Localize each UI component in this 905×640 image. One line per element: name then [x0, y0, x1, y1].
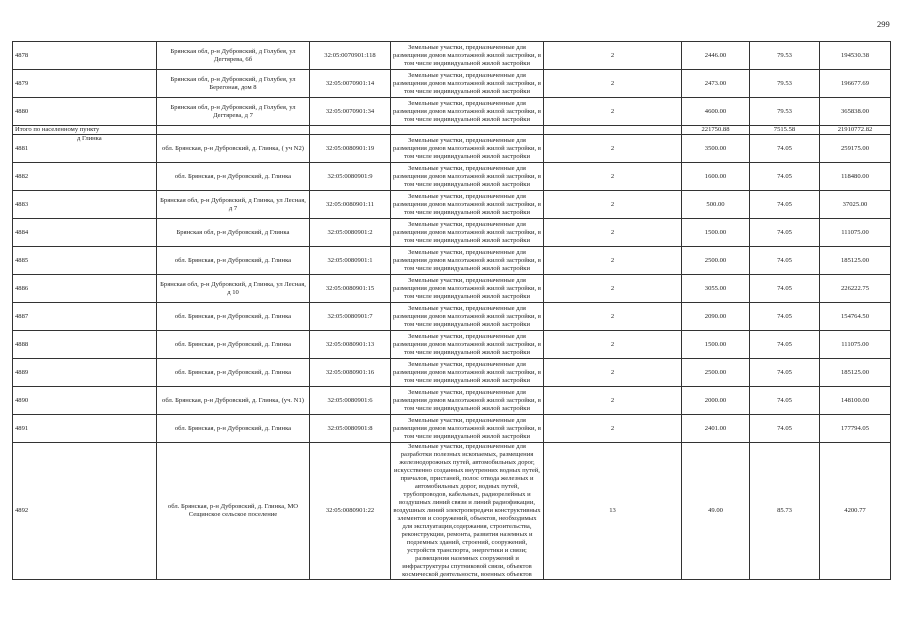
record-number-cell: 4884	[13, 219, 157, 247]
address-cell: обл. Брянская, р-н Дубровский, д. Глинка	[157, 331, 310, 359]
area-cell: 3500.00	[682, 135, 750, 163]
record-number-cell: 4889	[13, 359, 157, 387]
area-cell: 1500.00	[682, 219, 750, 247]
category-cell: 2	[544, 191, 682, 219]
empty-cell	[310, 126, 391, 135]
area-cell: 500.00	[682, 191, 750, 219]
page-number: 299	[877, 19, 890, 29]
cadastral-number-cell: 32:05:0080901:15	[310, 275, 391, 303]
table-row	[13, 219, 891, 247]
table-row	[13, 247, 891, 275]
table-row	[13, 303, 891, 331]
table-row	[13, 275, 891, 303]
table-row	[13, 331, 891, 359]
land-use-cell: Земельные участки, предназначенные для размещения домов малоэтажной жилой застройки, в том числе индивидуальной жилой застройки	[391, 98, 544, 126]
land-use-cell: Земельные участки, предназначенные для размещения домов малоэтажной жилой застройки, в том числе индивидуальной жилой застройки	[391, 191, 544, 219]
address-cell: Брянская обл, р-н Дубровский, д Голубея, ул Берегоная, дом 8	[157, 70, 310, 98]
cadastral-number-cell: 32:05:0080901:7	[310, 303, 391, 331]
rate-cell: 74.05	[750, 163, 820, 191]
cadastral-number-cell: 32:05:0080901:6	[310, 387, 391, 415]
address-cell: Брянская обл, р-н Дубровский, д Голубея, ул Дегтярева, д 7	[157, 98, 310, 126]
value-cell: 194530.38	[820, 42, 891, 70]
record-number-cell: 4887	[13, 303, 157, 331]
subtotal-rate: 7515.58	[750, 126, 820, 135]
record-number-cell: 4890	[13, 387, 157, 415]
cadastral-number-cell: 32:05:0080901:11	[310, 191, 391, 219]
value-cell: 118480.00	[820, 163, 891, 191]
rate-cell: 79.53	[750, 42, 820, 70]
value-cell: 111075.00	[820, 331, 891, 359]
table-row	[13, 42, 891, 70]
area-cell: 2401.00	[682, 415, 750, 443]
value-cell: 177794.05	[820, 415, 891, 443]
cadastral-number-cell: 32:05:0080901:9	[310, 163, 391, 191]
category-cell: 2	[544, 359, 682, 387]
record-number-cell: 4885	[13, 247, 157, 275]
rate-cell: 74.05	[750, 331, 820, 359]
table-row	[13, 443, 891, 580]
address-cell: обл. Брянская, р-н Дубровский, д. Глинка	[157, 359, 310, 387]
value-cell: 365838.00	[820, 98, 891, 126]
rate-cell: 79.53	[750, 70, 820, 98]
empty-cell	[157, 126, 310, 135]
value-cell: 259175.00	[820, 135, 891, 163]
category-cell: 2	[544, 387, 682, 415]
category-cell: 2	[544, 331, 682, 359]
cadastral-number-cell: 32:05:0080901:8	[310, 415, 391, 443]
value-cell: 226222.75	[820, 275, 891, 303]
land-use-cell: Земельные участки, предназначенные для размещения домов малоэтажной жилой застройки, в том числе индивидуальной жилой застройки	[391, 163, 544, 191]
land-use-cell: Земельные участки, предназначенные для размещения домов малоэтажной жилой застройки, в том числе индивидуальной жилой застройки	[391, 387, 544, 415]
table-row	[13, 135, 891, 163]
record-number-cell	[13, 135, 157, 163]
value-cell: 37025.00	[820, 191, 891, 219]
cadastral-number-cell: 32:05:0070901:118	[310, 42, 391, 70]
area-cell: 49.00	[682, 443, 750, 580]
record-number-cell: 4878	[13, 42, 157, 70]
subtotal-label: Итого по населенному пункту	[13, 126, 157, 135]
address-cell: обл. Брянская, р-н Дубровский, д. Глинка, (уч. N1)	[157, 387, 310, 415]
address-cell: Брянская обл, р-н Дубровский, д Глинка	[157, 219, 310, 247]
area-cell: 2500.00	[682, 359, 750, 387]
subtotal-row	[13, 126, 891, 135]
category-cell: 2	[544, 219, 682, 247]
value-cell: 185125.00	[820, 247, 891, 275]
address-cell: обл. Брянская, р-н Дубровский, д. Глинка	[157, 415, 310, 443]
cadastral-number-cell: 32:05:0080901:19	[310, 135, 391, 163]
rate-cell: 74.05	[750, 303, 820, 331]
area-cell: 2446.00	[682, 42, 750, 70]
empty-cell	[544, 126, 682, 135]
land-use-cell: Земельные участки, предназначенные для размещения домов малоэтажной жилой застройки, в том числе индивидуальной жилой застройки	[391, 415, 544, 443]
cadastral-number-cell: 32:05:0080901:13	[310, 331, 391, 359]
rate-cell: 74.05	[750, 387, 820, 415]
cadastral-value-table	[12, 41, 891, 580]
record-number-cell: 4891	[13, 415, 157, 443]
subtotal-area: 221750.88	[682, 126, 750, 135]
value-cell: 196677.69	[820, 70, 891, 98]
category-cell: 2	[544, 275, 682, 303]
record-number-cell: 4886	[13, 275, 157, 303]
land-use-cell: Земельные участки, предназначенные для размещения домов малоэтажной жилой застройки, в том числе индивидуальной жилой застройки	[391, 275, 544, 303]
address-cell: Брянская обл, р-н Дубровский, д Голубея, ул Дегтярева, 6б	[157, 42, 310, 70]
cadastral-number-cell: 32:05:0070901:34	[310, 98, 391, 126]
category-cell: 2	[544, 163, 682, 191]
land-use-cell: Земельные участки, предназначенные для разработки полезных ископаемых, размещения железнодорожных путей, автомобильных дорог, искусственно созданных внутренних водных путей, причалов, пристаней, полос отвода железных и автомобильных дорог, водных путей, трубопроводов, кабельных, радиорелейных и воздушных линий связи и линий радиофикации, воздушных линий электропередачи конструктивных элементов и сооружений, объектов, необходимых для эксплуатации,содержания, строительства, реконструкции, ремонта, развития наземных и подземных зданий, строений, сооружений, устройств транспорта, энергетики и связи; размещения наземных сооружений и инфраструктуры спутниковой связи, объектов космической деятельности, военных объектов	[391, 443, 544, 580]
area-cell: 3055.00	[682, 275, 750, 303]
rate-cell: 74.05	[750, 415, 820, 443]
area-cell: 4600.00	[682, 98, 750, 126]
value-cell: 4200.77	[820, 443, 891, 580]
area-cell: 2473.00	[682, 70, 750, 98]
land-use-cell: Земельные участки, предназначенные для размещения домов малоэтажной жилой застройки, в том числе индивидуальной жилой застройки	[391, 135, 544, 163]
category-cell: 2	[544, 42, 682, 70]
table-row	[13, 359, 891, 387]
value-cell: 111075.00	[820, 219, 891, 247]
table-row	[13, 387, 891, 415]
cadastral-number-cell: 32:05:0070901:14	[310, 70, 391, 98]
table-row	[13, 191, 891, 219]
address-cell: обл. Брянская, р-н Дубровский, д. Глинка	[157, 163, 310, 191]
cadastral-number-cell: 32:05:0080901:2	[310, 219, 391, 247]
table-row	[13, 163, 891, 191]
land-use-cell: Земельные участки, предназначенные для размещения домов малоэтажной жилой застройки, в том числе индивидуальной жилой застройки	[391, 247, 544, 275]
rate-cell: 74.05	[750, 247, 820, 275]
land-use-cell: Земельные участки, предназначенные для размещения домов малоэтажной жилой застройки, в том числе индивидуальной жилой застройки	[391, 331, 544, 359]
category-cell: 2	[544, 303, 682, 331]
cadastral-number-cell: 32:05:0080901:1	[310, 247, 391, 275]
area-cell: 2000.00	[682, 387, 750, 415]
address-cell: обл. Брянская, р-н Дубровский, д. Глинка, МО Сещинское сельское поселение	[157, 443, 310, 580]
record-number-cell: 4879	[13, 70, 157, 98]
category-cell: 2	[544, 415, 682, 443]
rate-cell: 85.73	[750, 443, 820, 580]
rate-cell: 74.05	[750, 275, 820, 303]
address-cell: обл. Брянская, р-н Дубровский, д. Глинка, ( уч N2)	[157, 135, 310, 163]
table-row	[13, 70, 891, 98]
record-number-cell: 4892	[13, 443, 157, 580]
address-cell: обл. Брянская, р-н Дубровский, д. Глинка	[157, 247, 310, 275]
record-number-cell: 4880	[13, 98, 157, 126]
locality-label: д Глинка	[77, 135, 102, 142]
land-use-cell: Земельные участки, предназначенные для размещения домов малоэтажной жилой застройки, в том числе индивидуальной жилой застройки	[391, 42, 544, 70]
land-use-cell: Земельные участки, предназначенные для размещения домов малоэтажной жилой застройки, в том числе индивидуальной жилой застройки	[391, 359, 544, 387]
subtotal-value: 21910772.82	[820, 126, 891, 135]
rate-cell: 74.05	[750, 219, 820, 247]
record-number: 4881	[15, 145, 29, 152]
rate-cell: 79.53	[750, 98, 820, 126]
category-cell: 2	[544, 135, 682, 163]
table-row	[13, 98, 891, 126]
address-cell: Брянская обл, р-н Дубровский, д Глинка, ул Лесная, д 10	[157, 275, 310, 303]
value-cell: 185125.00	[820, 359, 891, 387]
area-cell: 1500.00	[682, 331, 750, 359]
category-cell: 2	[544, 70, 682, 98]
cadastral-number-cell: 32:05:0080901:16	[310, 359, 391, 387]
area-cell: 2090.00	[682, 303, 750, 331]
area-cell: 1600.00	[682, 163, 750, 191]
category-cell: 2	[544, 98, 682, 126]
land-use-cell: Земельные участки, предназначенные для размещения домов малоэтажной жилой застройки, в том числе индивидуальной жилой застройки	[391, 70, 544, 98]
value-cell: 148100.00	[820, 387, 891, 415]
record-number-cell: 4888	[13, 331, 157, 359]
address-cell: Брянская обл, р-н Дубровский, д Глинка, ул Лесная, д 7	[157, 191, 310, 219]
category-cell: 13	[544, 443, 682, 580]
table-row	[13, 415, 891, 443]
cadastral-number-cell: 32:05:0080901:22	[310, 443, 391, 580]
land-use-cell: Земельные участки, предназначенные для размещения домов малоэтажной жилой застройки, в том числе индивидуальной жилой застройки	[391, 219, 544, 247]
rate-cell: 74.05	[750, 135, 820, 163]
rate-cell: 74.05	[750, 359, 820, 387]
category-cell: 2	[544, 247, 682, 275]
address-cell: обл. Брянская, р-н Дубровский, д. Глинка	[157, 303, 310, 331]
value-cell: 154764.50	[820, 303, 891, 331]
rate-cell: 74.05	[750, 191, 820, 219]
record-number-cell: 4882	[13, 163, 157, 191]
area-cell: 2500.00	[682, 247, 750, 275]
empty-cell	[391, 126, 544, 135]
record-number-cell: 4883	[13, 191, 157, 219]
land-use-cell: Земельные участки, предназначенные для размещения домов малоэтажной жилой застройки, в том числе индивидуальной жилой застройки	[391, 303, 544, 331]
